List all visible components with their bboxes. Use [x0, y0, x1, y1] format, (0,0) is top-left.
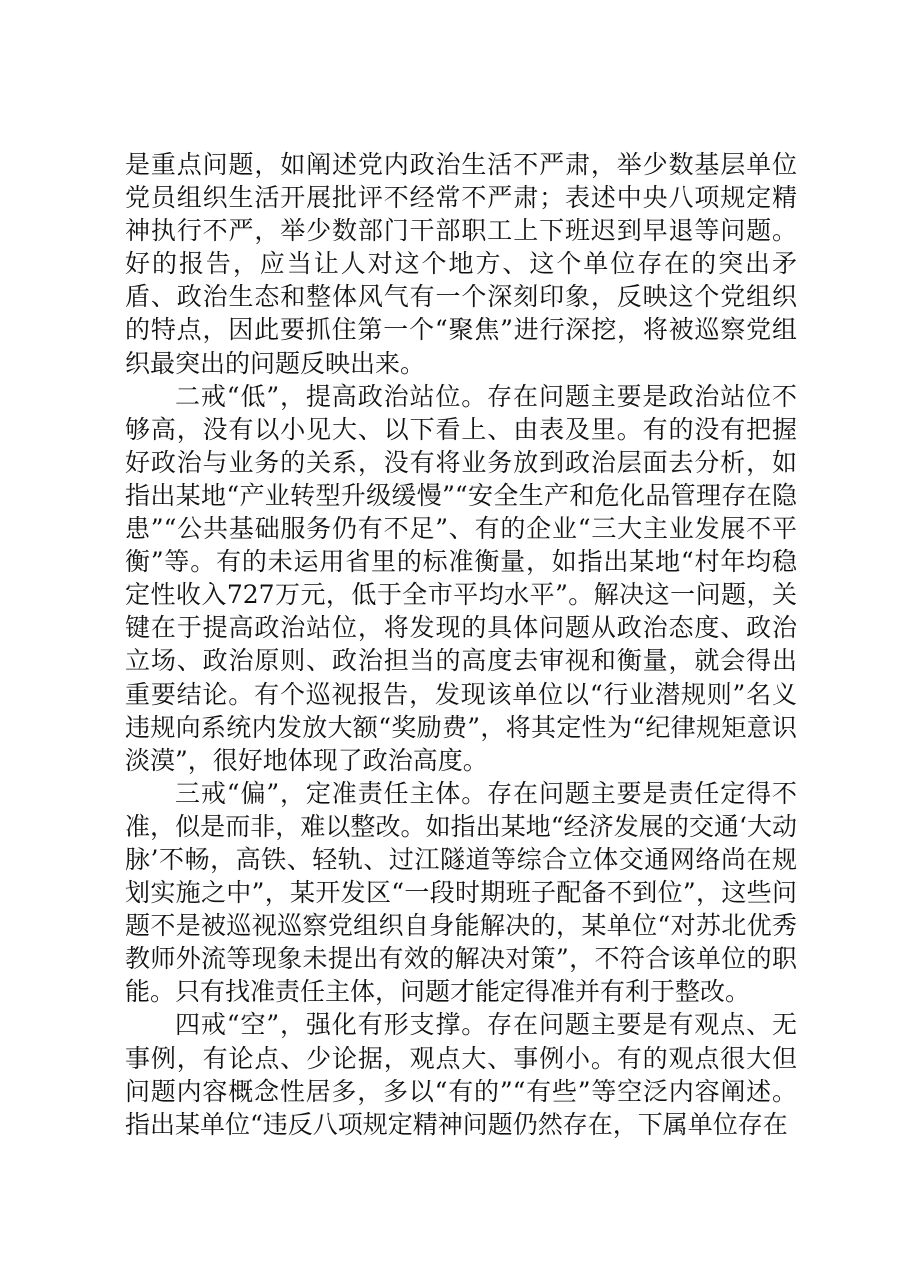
- paragraph-3: 三戒“偏”，定准责任主体。存在问题主要是责任定得不准，似是而非，难以整改。如指出某地“经济发展的交通‘大动脉’不畅，高铁、轻轨、过江隧道等综合立体交通网络尚在规划实施之中”，某开发区“一段时期班子配备不到位”，这些问题不是被巡视巡察党组织自身能解决的，某单位“对苏北优秀教师外流等现象未提出有效的解决对策”，不符合该单位的职能。只有找准责任主体，问题才能定得准并有利于整改。: [125, 778, 797, 1007]
- paragraph-4: 四戒“空”，强化有形支撑。存在问题主要是有观点、无事例，有论点、少论据，观点大、事例小。有的观点很大但问题内容概念性居多，多以“有的”“有些”等空泛内容阐述。指出某单位“违反八项规定精神问题仍然存在，下属单位存在: [125, 1010, 797, 1139]
- body-text: [125, 148, 797, 1141]
- paragraph-1: 是重点问题，如阐述党内政治生活不严肃，举少数基层单位党员组织生活开展批评不经常不严肃；表述中央八项规定精神执行不严，举少数部门干部职工上下班迟到早退等问题。好的报告，应当让人对这个地方、这个单位存在的突出矛盾、政治生态和整体风气有一个深刻印象，反映这个党组织的特点，因此要抓住第一个“聚焦”进行深挖，将被巡察党组织最突出的问题反映出来。: [125, 150, 797, 378]
- paragraph-2: 二戒“低”，提高政治站位。存在问题主要是政治站位不够高，没有以小见大、以下看上、由表及里。有的没有把握好政治与业务的关系，没有将业务放到政治层面去分析，如指出某地“产业转型升级缓慢”“安全生产和危化品管理存在隐患”“公共基础服务仍有不足”、有的企业“三大主业发展不平衡”等。有的未运用省里的标准衡量，如指出某地“村年均稳定性收入727万元，低于全市平均水平”。解决这一问题，关键在于提高政治站位，将发现的具体问题从政治态度、政治立场、政治原则、政治担当的高度去审视和衡量，就会得出重要结论。有个巡视报告，发现该单位以“行业潜规则”名义违规向系统内发放大额“奖励费”，将其定性为“纪律规矩意识淡漠”，很好地体现了政治高度。: [125, 381, 797, 775]
